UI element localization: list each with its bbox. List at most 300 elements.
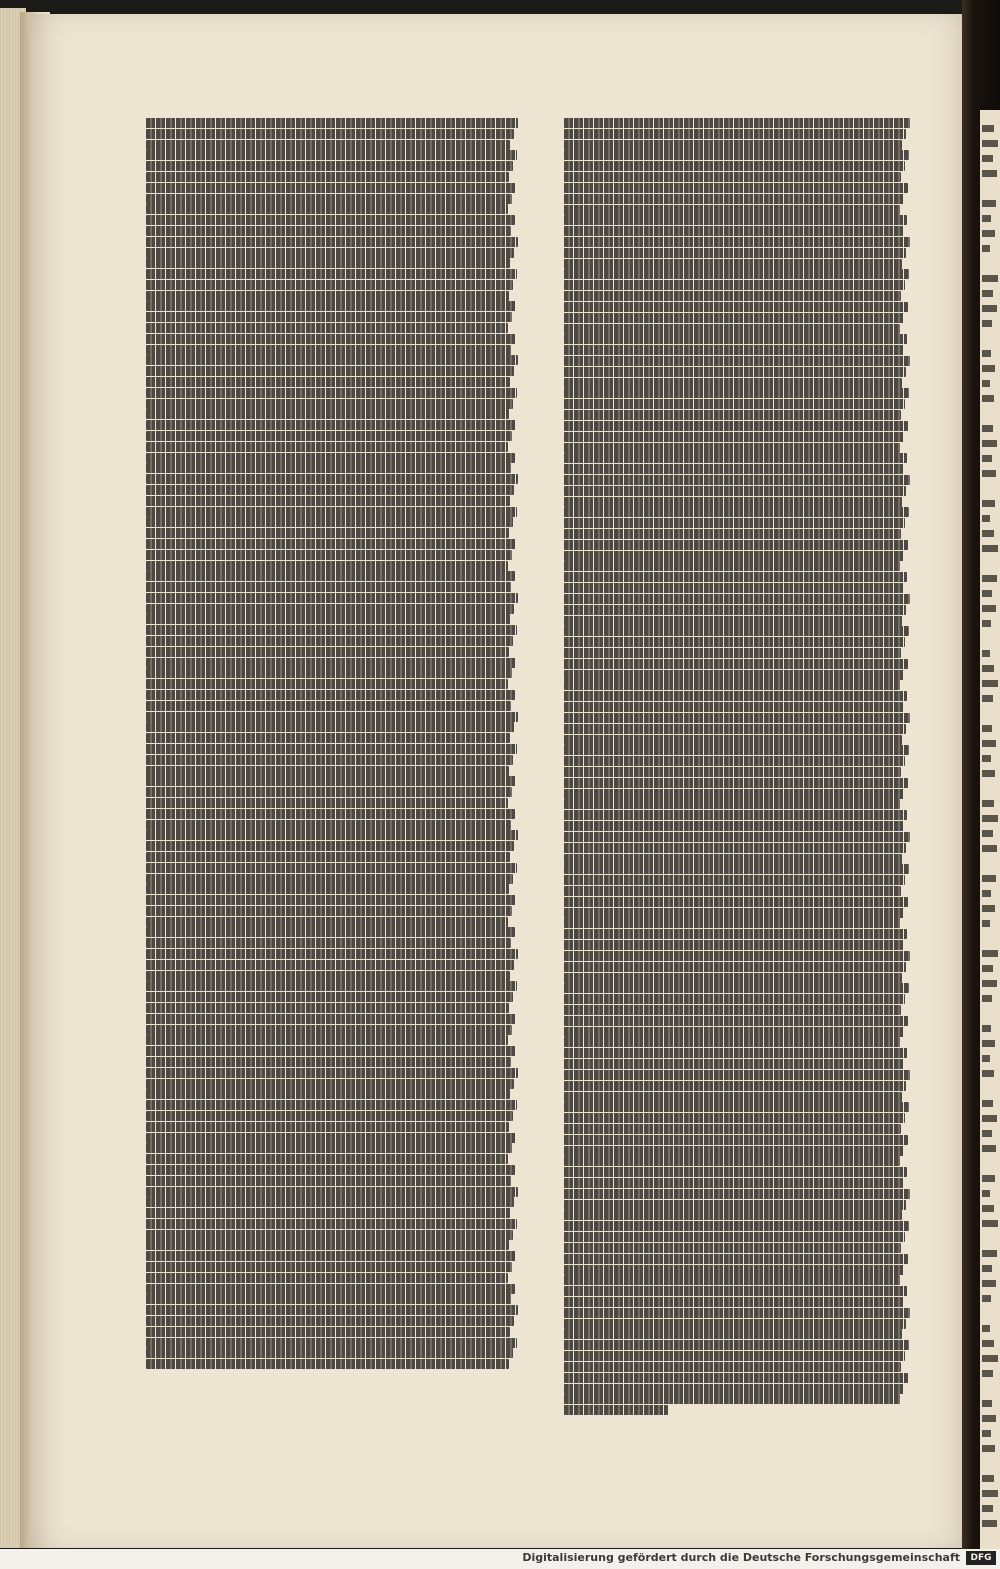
text-line: [146, 399, 513, 409]
text-line: [564, 637, 905, 647]
text-column-right: [564, 118, 912, 1416]
facing-page-text-fragment: [982, 380, 990, 387]
text-line: [146, 355, 518, 365]
text-line: [146, 474, 518, 484]
text-line: [146, 1327, 510, 1337]
text-line: [146, 161, 513, 171]
text-line: [146, 625, 517, 635]
text-line: [146, 1294, 511, 1304]
facing-page-text-fragment: [982, 1265, 992, 1272]
facing-page-text-fragment: [982, 995, 992, 1002]
funding-caption: Digitalisierung gefördert durch die Deutsche Forschungsgemeinschaft: [522, 1551, 960, 1564]
facing-page-text-fragment: [982, 1175, 995, 1182]
text-line: [146, 150, 517, 160]
facing-page-text-fragment: [982, 320, 992, 327]
text-line: [564, 432, 904, 442]
text-line: [146, 172, 509, 182]
text-line: [146, 830, 518, 840]
text-line: [564, 1232, 905, 1242]
text-line: [146, 582, 511, 592]
text-line: [564, 616, 902, 626]
facing-page-text-fragment: [982, 1415, 996, 1422]
text-line: [564, 453, 907, 463]
text-line: [146, 874, 513, 884]
facing-page-text-fragment: [982, 905, 995, 912]
text-line: [146, 1154, 508, 1164]
text-line: [146, 1025, 512, 1035]
text-line: [146, 701, 511, 711]
text-line: [564, 745, 909, 755]
facing-page-text-fragment: [982, 1520, 997, 1527]
text-line: [564, 767, 901, 777]
facing-page-text-fragment: [982, 725, 992, 732]
text-line: [564, 908, 904, 918]
text-line: [146, 647, 509, 657]
facing-page-text-fragment: [982, 815, 998, 822]
facing-page-edge: [980, 110, 1000, 1550]
text-line: [564, 172, 901, 182]
text-line: [564, 324, 900, 334]
text-line: [146, 409, 509, 419]
text-line: [564, 1124, 901, 1134]
text-line: [146, 1305, 518, 1315]
text-line: [146, 841, 514, 851]
text-line: [564, 810, 907, 820]
facing-page-text-fragment: [982, 770, 995, 777]
text-line: [564, 648, 901, 658]
facing-page-text-fragment: [982, 215, 991, 222]
text-line: [564, 605, 906, 615]
facing-page-text-fragment: [982, 1475, 994, 1482]
text-line: [564, 1167, 907, 1177]
text-line: [146, 1046, 515, 1056]
text-line: [146, 614, 510, 624]
text-line: [564, 854, 902, 864]
text-line: [564, 1243, 901, 1253]
text-line: [146, 442, 508, 452]
text-line: [564, 1037, 900, 1047]
text-line: [146, 1359, 509, 1369]
text-line: [564, 1362, 901, 1372]
text-line: [146, 1251, 516, 1261]
text-line: [146, 496, 510, 506]
text-line: [564, 583, 903, 593]
text-line: [146, 323, 508, 333]
text-line: [564, 1221, 909, 1231]
text-line: [564, 464, 903, 474]
text-line: [564, 659, 908, 669]
text-line: [146, 712, 518, 722]
text-line: [146, 453, 515, 463]
text-line: [564, 497, 902, 507]
text-line: [564, 486, 906, 496]
text-line: [564, 756, 905, 766]
text-line: [564, 918, 900, 928]
text-line: [564, 140, 902, 150]
text-line: [564, 1340, 909, 1350]
text-line: [146, 366, 514, 376]
facing-page-text-fragment: [982, 1220, 998, 1227]
text-line: [564, 269, 909, 279]
text-line: [564, 691, 907, 701]
text-line: [564, 421, 908, 431]
facing-page-text-fragment: [982, 425, 993, 432]
text-line: [146, 118, 518, 128]
text-line: [564, 1384, 904, 1394]
text-line: [146, 809, 515, 819]
text-line: [146, 1284, 515, 1294]
facing-page-text-fragment: [982, 980, 997, 987]
facing-page-text-fragment: [982, 530, 994, 537]
text-line: [564, 962, 906, 972]
facing-page-text-fragment: [982, 245, 990, 252]
text-line: [146, 636, 513, 646]
text-line: [146, 377, 510, 387]
facing-page-text-fragment: [982, 590, 992, 597]
text-line: [146, 226, 511, 236]
text-line: [564, 507, 909, 517]
facing-page-text-fragment: [982, 620, 991, 627]
text-line: [146, 863, 517, 873]
text-line: [564, 702, 903, 712]
text-line: [564, 1189, 910, 1199]
facing-page-text-fragment: [982, 1295, 991, 1302]
facing-page-text-fragment: [982, 875, 996, 882]
text-line: [146, 852, 510, 862]
text-line: [564, 1135, 908, 1145]
text-line: [564, 518, 905, 528]
text-line: [564, 713, 910, 723]
facing-page-text-fragment: [982, 950, 998, 957]
text-line: [146, 917, 508, 927]
text-line: [564, 215, 907, 225]
facing-page-text-fragment: [982, 1250, 997, 1257]
text-line: [564, 1329, 902, 1339]
text-line: [564, 334, 907, 344]
text-line: [564, 875, 905, 885]
text-line: [564, 843, 906, 853]
facing-page-text-fragment: [982, 1115, 997, 1122]
text-line: [564, 313, 904, 323]
text-line: [564, 1048, 907, 1058]
text-line: [146, 485, 514, 495]
facing-page-text-fragment: [982, 605, 996, 612]
facing-page-text-fragment: [982, 1430, 991, 1437]
facing-page-text-fragment: [982, 1280, 996, 1287]
text-line: [564, 594, 910, 604]
text-line: [146, 215, 515, 225]
facing-page-text-fragment: [982, 1400, 992, 1407]
text-line: [564, 291, 901, 301]
facing-page-text-fragment: [982, 650, 990, 657]
facing-page-text-fragment: [982, 1325, 990, 1332]
facing-page-text-fragment: [982, 440, 997, 447]
dfg-logo: DFG: [966, 1551, 996, 1565]
facing-page-text-fragment: [982, 1055, 990, 1062]
facing-page-text-fragment: [982, 365, 995, 372]
text-line: [146, 971, 510, 981]
text-line: [564, 1210, 902, 1220]
text-line: [146, 312, 512, 322]
text-line: [146, 1089, 510, 1099]
text-line: [564, 940, 903, 950]
text-line: [146, 388, 517, 398]
text-line: [564, 194, 904, 204]
text-line: [564, 1200, 906, 1210]
facing-page-text-fragment: [982, 1130, 992, 1137]
text-line: [146, 766, 509, 776]
text-line: [146, 194, 512, 204]
text-line: [564, 670, 904, 680]
facing-page-text-fragment: [982, 500, 995, 507]
text-line: [564, 1297, 903, 1307]
text-line: [146, 938, 511, 948]
text-line: [146, 895, 516, 905]
text-line: [146, 140, 510, 150]
text-line: [564, 1146, 904, 1156]
text-line: [146, 755, 513, 765]
text-line: [146, 420, 516, 430]
facing-page-text-fragment: [982, 230, 995, 237]
text-line: [146, 1133, 516, 1143]
text-line: [564, 150, 909, 160]
text-line: [564, 626, 909, 636]
facing-page-text-fragment: [982, 800, 994, 807]
text-line: [146, 1014, 516, 1024]
facing-page-text-fragment: [982, 275, 998, 282]
text-line: [564, 1394, 900, 1404]
text-line: [146, 1122, 509, 1132]
text-line: [564, 1351, 905, 1361]
text-line: [146, 787, 512, 797]
text-line: [564, 572, 907, 582]
facing-page-text-fragment: [982, 665, 994, 672]
text-line: [146, 1273, 508, 1283]
text-line: [564, 1081, 906, 1091]
text-line: [564, 205, 900, 215]
facing-page-text-fragment: [982, 350, 991, 357]
facing-page-text-fragment: [982, 155, 993, 162]
text-line: [564, 735, 902, 745]
text-line: [564, 248, 906, 258]
text-line: [564, 929, 907, 939]
text-line: [564, 897, 908, 907]
text-line: [146, 269, 517, 279]
text-line: [564, 1275, 900, 1285]
facing-page-text-fragment: [982, 290, 993, 297]
text-line: [146, 593, 518, 603]
facing-page-text-fragment: [982, 1070, 994, 1077]
facing-page-text-fragment: [982, 1145, 996, 1152]
text-line: [146, 1165, 515, 1175]
text-line: [146, 1197, 514, 1207]
text-line: [146, 280, 513, 290]
text-line: [146, 431, 512, 441]
text-line: [146, 960, 514, 970]
text-line: [146, 1338, 517, 1348]
text-line: [564, 540, 908, 550]
facing-page-text-fragment: [982, 575, 997, 582]
text-line: [146, 204, 508, 214]
text-line: [564, 259, 902, 269]
text-line: [564, 1286, 907, 1296]
text-line: [146, 1348, 513, 1358]
facing-page-text-fragment: [982, 740, 996, 747]
text-line: [146, 884, 509, 894]
facing-page-text-fragment: [982, 395, 994, 402]
text-line: [146, 1111, 513, 1121]
text-line: [564, 1113, 905, 1123]
text-line: [146, 733, 510, 743]
text-line: [146, 679, 508, 689]
facing-page-text-fragment: [982, 965, 993, 972]
text-line: [564, 183, 908, 193]
text-line: [564, 724, 906, 734]
facing-page-text-fragment: [982, 1505, 993, 1512]
text-line: [564, 280, 905, 290]
text-line: [146, 722, 514, 732]
facing-page-text-fragment: [982, 470, 996, 477]
facing-page-text-fragment: [982, 125, 994, 132]
text-line: [146, 248, 514, 258]
text-line: [146, 463, 511, 473]
text-line: [564, 1308, 910, 1318]
text-line: [146, 992, 513, 1002]
text-line: [146, 129, 514, 139]
facing-page-text-fragment: [982, 170, 997, 177]
text-line: [146, 981, 517, 991]
text-line: [564, 302, 908, 312]
text-line: [146, 1230, 513, 1240]
facing-page-text-fragment: [982, 845, 997, 852]
text-line: [564, 778, 908, 788]
text-line: [564, 161, 905, 171]
facing-page-text-fragment: [982, 305, 997, 312]
text-line: [564, 237, 910, 247]
text-line: [564, 1005, 901, 1015]
text-line: [564, 1102, 909, 1112]
facing-page-text-fragment: [982, 1190, 990, 1197]
text-line: [564, 886, 901, 896]
text-line: [564, 1405, 668, 1415]
facing-page-text-fragment: [982, 1340, 994, 1347]
facing-page-text-fragment: [982, 455, 992, 462]
text-line: [564, 367, 906, 377]
text-line: [564, 864, 909, 874]
facing-page-text-fragment: [982, 1100, 993, 1107]
facing-page-text-fragment: [982, 695, 993, 702]
text-line: [146, 744, 517, 754]
text-line: [564, 443, 900, 453]
text-line: [564, 345, 903, 355]
facing-page-text-fragment: [982, 140, 998, 147]
text-line: [564, 475, 910, 485]
text-line: [146, 1143, 512, 1153]
facing-page-text-fragment: [982, 1025, 991, 1032]
text-line: [564, 1178, 903, 1188]
text-line: [146, 604, 514, 614]
text-line: [564, 799, 900, 809]
text-line: [146, 237, 518, 247]
text-line: [564, 983, 909, 993]
text-line: [146, 1068, 518, 1078]
text-line: [146, 820, 511, 830]
text-line: [146, 1262, 512, 1272]
text-line: [564, 129, 906, 139]
text-line: [564, 951, 910, 961]
text-line: [146, 1176, 511, 1186]
facing-page-text-fragment: [982, 515, 990, 522]
text-line: [564, 118, 910, 128]
text-line: [146, 507, 517, 517]
text-line: [146, 301, 516, 311]
text-line: [146, 334, 515, 344]
text-line: [564, 356, 910, 366]
text-line: [146, 550, 512, 560]
text-line: [146, 1100, 517, 1110]
text-line: [564, 1059, 903, 1069]
text-line: [146, 927, 515, 937]
text-line: [564, 789, 904, 799]
text-line: [146, 798, 508, 808]
text-line: [146, 1079, 514, 1089]
text-line: [564, 378, 902, 388]
text-line: [146, 1208, 510, 1218]
text-line: [564, 1254, 908, 1264]
facing-page-text-fragment: [982, 1355, 998, 1362]
text-line: [564, 226, 903, 236]
facing-page-text-fragment: [982, 680, 998, 687]
text-line: [564, 994, 905, 1004]
text-line: [564, 1373, 908, 1383]
facing-page-text-fragment: [982, 1370, 993, 1377]
text-line: [146, 1003, 509, 1013]
text-line: [564, 1016, 908, 1026]
facing-page-text-fragment: [982, 1205, 994, 1212]
text-line: [564, 1319, 906, 1329]
text-line: [146, 668, 512, 678]
text-line: [146, 183, 516, 193]
text-line: [146, 776, 516, 786]
text-line: [146, 1035, 508, 1045]
text-line: [564, 561, 900, 571]
text-column-left: [146, 118, 520, 1370]
text-line: [146, 517, 513, 527]
text-line: [146, 539, 516, 549]
text-line: [564, 1070, 910, 1080]
text-line: [146, 1057, 511, 1067]
facing-page-text-fragment: [982, 830, 993, 837]
text-line: [146, 345, 511, 355]
text-line: [146, 949, 518, 959]
text-line: [564, 973, 902, 983]
text-line: [146, 658, 516, 668]
facing-page-text-fragment: [982, 200, 996, 207]
text-line: [564, 680, 900, 690]
text-line: [146, 571, 515, 581]
facing-page-text-fragment: [982, 1490, 998, 1497]
text-line: [146, 1240, 509, 1250]
text-line: [564, 551, 904, 561]
text-line: [564, 410, 901, 420]
text-line: [564, 1092, 902, 1102]
text-line: [564, 821, 903, 831]
facing-page-text-fragment: [982, 890, 991, 897]
text-line: [146, 258, 510, 268]
text-line: [146, 1316, 514, 1326]
text-line: [146, 906, 512, 916]
text-line: [146, 528, 509, 538]
